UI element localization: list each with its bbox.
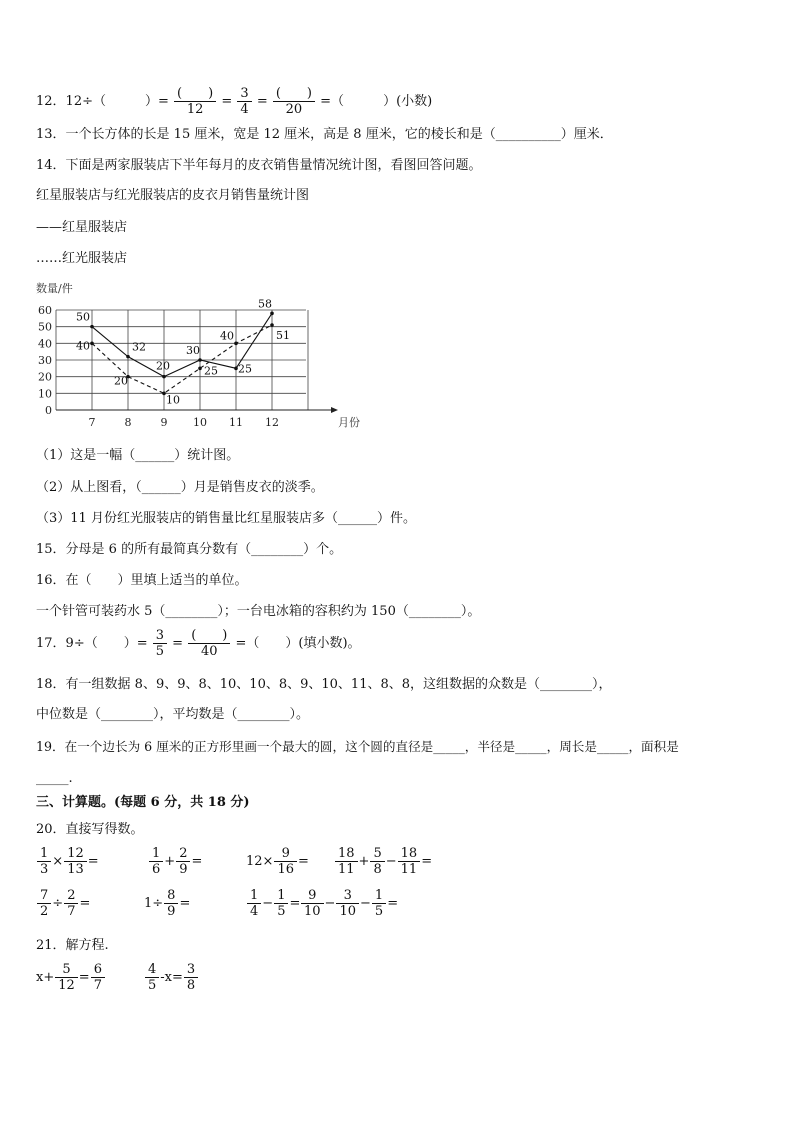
calc-a2: $\frac{1}{6}$ + $\frac{2}{9}$ = [148, 846, 202, 877]
data-label: 10 [166, 393, 180, 407]
question-14-3: （3）11 月份红光服装店的销售量比红星服装店多（______）件。 [36, 511, 416, 526]
data-label: 25 [204, 364, 218, 378]
fraction: $\frac{( )}{40}$ [188, 628, 230, 659]
x-axis-arrow [331, 407, 338, 413]
data-label: 50 [76, 310, 90, 324]
calc-b2: 1÷ $\frac{8}{9}$ = [144, 888, 191, 919]
fraction: $\frac{( )}{20}$ [273, 86, 315, 117]
calc-b4: $\frac{9}{10}$ − $\frac{3}{10}$ − $\frac{1}{5}$ = [300, 888, 398, 919]
question-15: 15．分母是 6 的所有最简真分数有（________）个。 [36, 542, 343, 557]
calc-a4: $\frac{18}{11}$ + $\frac{5}{8}$ − $\frac{18}{11}$ = [334, 846, 432, 877]
question-18-sub: 中位数是（________），平均数是（________）。 [36, 707, 310, 722]
section-title: 三、计算题。(每题 6 分，共 18 分) [36, 795, 250, 810]
data-point [198, 358, 202, 362]
legend-dotted: ……红光服装店 [36, 251, 128, 266]
legend-solid: ——红星服装店 [36, 220, 128, 235]
data-point [162, 375, 166, 379]
y-tick-label: 40 [38, 337, 52, 351]
data-label: 40 [220, 329, 234, 343]
y-tick-label: 10 [38, 387, 52, 401]
x-tick-label: 8 [124, 416, 132, 429]
y-axis-label: 数量/件 [36, 282, 73, 295]
data-label: 30 [186, 344, 200, 357]
question-12: 12．12÷（ ）= $\frac{( )}{12}$ = $\frac{3}{4}$ = $\frac{( )}{20}$ =（ ）(小数) [36, 86, 433, 117]
data-point [234, 342, 238, 346]
data-label: 25 [238, 362, 252, 376]
question-16-sub: 一个针管可装药水 5（________）；一台电冰箱的容积约为 150（________）。 [36, 604, 481, 619]
calc-a3: 12× $\frac{9}{16}$ = [246, 846, 309, 877]
question-17: 17．9÷（ ）= $\frac{3}{5}$ = $\frac{( )}{40}$ =（ ）(填小数)。 [36, 628, 361, 659]
fraction: $\frac{( )}{12}$ [174, 86, 216, 117]
x-axis-label: 月份 [338, 416, 360, 429]
question-21: 21．解方程. [36, 938, 109, 953]
y-tick-label: 60 [38, 304, 52, 317]
data-label: 20 [156, 359, 170, 373]
calc-a1: $\frac{1}{3}$ × $\frac{12}{13}$ = [36, 846, 99, 877]
y-tick-label: 20 [38, 370, 52, 384]
fraction: $\frac{3}{4}$ [237, 86, 251, 117]
equation-2: $\frac{4}{5}$ -x= $\frac{3}{8}$ [144, 962, 199, 993]
question-19: 19．在一个边长为 6 厘米的正方形里画一个最大的圆，这个圆的直径是_____，半径是_____，周长是_____，面积是 [36, 739, 679, 754]
question-14-1: （1）这是一幅（______）统计图。 [36, 448, 240, 463]
x-tick-label: 7 [88, 416, 96, 429]
x-tick-label: 10 [193, 416, 207, 429]
question-14: 14．下面是两家服装店下半年每月的皮衣销售量情况统计图，看图回答问题。 [36, 158, 482, 173]
y-tick-label: 50 [38, 320, 52, 334]
data-point [126, 355, 130, 359]
question-13: 13．一个长方体的长是 15 厘米，宽是 12 厘米，高是 8 厘米，它的棱长和是（__________）厘米． [36, 127, 613, 142]
y-tick-label: 30 [38, 354, 52, 367]
x-tick-label: 9 [160, 416, 168, 429]
x-tick-label: 12 [265, 416, 279, 429]
data-label: 40 [76, 339, 90, 353]
y-tick-label: 0 [45, 404, 52, 417]
data-label: 32 [132, 340, 146, 354]
data-point [198, 367, 202, 371]
fraction: $\frac{3}{5}$ [153, 628, 167, 659]
question-14-2: （2）从上图看，（______）月是销售皮衣的淡季。 [36, 480, 324, 495]
question-20: 20．直接写得数。 [36, 822, 144, 837]
question-16: 16．在（ ）里填上适当的单位。 [36, 573, 248, 588]
equation-1: x+ $\frac{5}{12}$ = $\frac{6}{7}$ [36, 962, 106, 993]
chart-title: 红星服装店与红光服装店的皮衣月销售量统计图 [36, 188, 310, 203]
data-point [270, 312, 274, 316]
data-label: 51 [276, 329, 290, 342]
question-18: 18．有一组数据 8、9、9、8、10、10、8、9、10、11、8、8，这组数据的众数是（________）， [36, 677, 612, 692]
line-chart [30, 278, 360, 436]
calc-b3: $\frac{1}{4}$ − $\frac{1}{5}$ = [246, 888, 300, 919]
data-label: 58 [258, 297, 272, 311]
x-tick-label: 11 [229, 416, 243, 429]
data-point [90, 342, 94, 346]
calc-b1: $\frac{7}{2}$ ÷ $\frac{2}{7}$ = [36, 888, 90, 919]
data-label: 20 [114, 374, 128, 388]
question-19-sub: _____. [36, 771, 73, 786]
data-point [90, 325, 94, 329]
data-point [270, 323, 274, 327]
